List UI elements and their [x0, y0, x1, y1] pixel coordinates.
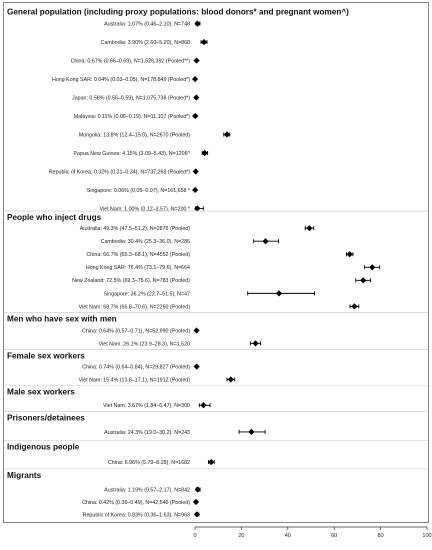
- group-1: [7, 8, 349, 213]
- forest-row: [101, 238, 279, 245]
- row-label: China: 66.7% (65.3–68.1), N=4552 (Pooled): [86, 252, 190, 259]
- point-estimate: [193, 94, 199, 100]
- forest-row: [83, 511, 200, 518]
- forest-row: [72, 94, 199, 101]
- group-title: Men who have sex with men: [7, 314, 117, 324]
- point-estimate: [228, 376, 234, 382]
- forest-row: [71, 57, 200, 64]
- row-label: Australia: 1.07% (0.46–2.10), N=748: [104, 21, 190, 28]
- row-label: New Zealand: 72.5% (69.3–75.6), N=783 (Pooled): [72, 278, 190, 285]
- row-label: Cambodia: 30.4% (25.3–36.0), N=286: [100, 239, 190, 246]
- x-axis: [193, 527, 431, 539]
- point-estimate: [194, 21, 200, 27]
- row-label: Australia: 1.19% (0.57–2.17), N=842: [104, 487, 190, 494]
- group-6: [4, 411, 429, 436]
- row-label: Hong Kong SAR: 0.04% (0.03–0.05), N=178,849 (Pooled*): [52, 76, 190, 83]
- row-label: Republic of Korea: 0.83% (0.36–1.63), N=963: [82, 512, 190, 519]
- point-estimate: [276, 290, 282, 296]
- forest-row: [80, 225, 314, 232]
- group-title: General population (including proxy populations: blood donors* and pregnant women^): [7, 7, 349, 17]
- point-estimate: [369, 264, 375, 270]
- forest-row: [86, 251, 353, 258]
- forest-row: [49, 168, 199, 175]
- point-estimate: [201, 39, 207, 45]
- plot-content: [4, 8, 429, 519]
- row-label: Republic of Korea: 0.32% (0.31–0.34), N=737,268 (Pooled*): [48, 169, 190, 176]
- row-label: Mongolia: 13.8% (12.4–15.0), N=2670 (Pooled): [78, 132, 190, 139]
- forest-row: [104, 290, 315, 297]
- point-estimate: [193, 327, 199, 333]
- forest-row: [73, 150, 207, 157]
- forest-row: [86, 264, 380, 271]
- point-estimate: [252, 340, 258, 346]
- row-label: Australia: 24.3% (19.0–30.2), N=243: [104, 429, 190, 436]
- row-label: Australia: 49.3% (47.5–51.2), N=2876 (Pooled): [79, 226, 190, 233]
- point-estimate: [208, 459, 214, 465]
- group-title: Female sex workers: [7, 351, 85, 361]
- x-tick-label: 40: [284, 533, 291, 539]
- point-estimate: [193, 168, 199, 174]
- x-tick-label: 100: [422, 533, 432, 539]
- group-2: [4, 211, 429, 310]
- row-label: Viet Nam: 68.7% (66.8–70.6), N=2260 (Pooled): [78, 304, 190, 311]
- forest-row: [108, 459, 214, 466]
- x-tick-label: 60: [331, 533, 338, 539]
- point-estimate: [193, 499, 199, 505]
- point-estimate: [347, 251, 353, 257]
- x-tick-label: 20: [238, 533, 245, 539]
- point-estimate: [192, 187, 198, 193]
- group-4: [4, 349, 429, 383]
- point-estimate: [224, 131, 230, 137]
- row-label: Viet Nam: 15.4% (13.8–17.1), N=1912 (Pooled): [78, 377, 190, 384]
- point-estimate: [202, 150, 208, 156]
- group-title: Male sex workers: [7, 387, 75, 397]
- group-title: Prisoners/detainees: [7, 413, 85, 423]
- row-label: Japan: 0.58% (0.56–0.59), N=1,075,738 (Pooled*): [72, 95, 190, 102]
- forest-row: [104, 486, 201, 493]
- forest-row: [103, 402, 210, 409]
- group-7: [4, 441, 429, 466]
- forest-row: [82, 499, 199, 506]
- row-label: China: 0.67% (0.66–0.69), N=1,526,392 (Pooled**): [70, 58, 190, 65]
- forest-row: [82, 327, 200, 334]
- row-label: Cambodia: 3.90% (2.60–5.20), N=868: [100, 40, 190, 47]
- row-label: Hong Kong SAR: 76.4% (73.1–79.6), N=664: [85, 265, 190, 272]
- forest-row: [72, 277, 370, 284]
- forest-row: [79, 376, 235, 383]
- forest-row: [99, 340, 261, 347]
- forest-row: [104, 429, 265, 436]
- point-estimate: [194, 205, 200, 211]
- point-estimate: [360, 277, 366, 283]
- forest-row: [74, 113, 199, 120]
- forest-row: [87, 187, 198, 194]
- row-label: China: 0.42% (0.36–0.49), N=42,546 (Pooled): [82, 499, 190, 506]
- forest-row: [104, 21, 200, 28]
- point-estimate: [194, 511, 200, 517]
- row-label: Papua New Guinea: 4.15% (3.09–5.43), N=1206^: [73, 150, 190, 157]
- row-label: Malaysia: 0.11% (0.06–0.19), N=11,107 (Pooled*): [73, 113, 190, 120]
- row-label: Singapore: 0.06% (0.05–0.07), N=161,658 *: [86, 187, 190, 194]
- row-label: Viet Nam: 26.1% (23.9–28.3), N=1,520: [98, 341, 190, 348]
- row-label: Singapore: 36.2% (22.7–51.5), N=47: [103, 291, 190, 298]
- point-estimate: [192, 113, 198, 119]
- forest-row: [52, 76, 198, 83]
- forest-row: [79, 303, 359, 310]
- point-estimate: [306, 225, 312, 231]
- group-title: Indigenous people: [7, 442, 80, 452]
- group-5: [4, 385, 429, 409]
- forest-row: [82, 363, 200, 370]
- point-estimate: [195, 486, 201, 492]
- row-label: Viet Nam: 1.00% (0.12–3.57), N=200 *: [99, 206, 190, 213]
- point-estimate: [200, 402, 206, 408]
- group-title: People who inject drugs: [7, 213, 102, 223]
- forest-row: [79, 131, 230, 138]
- point-estimate: [194, 363, 200, 369]
- point-estimate: [192, 76, 198, 82]
- group-title: Migrants: [7, 470, 42, 480]
- point-estimate: [262, 238, 268, 244]
- x-tick-label: 80: [377, 533, 384, 539]
- row-label: China: 0.74% (0.64–0.84), N=29,827 (Pooled): [82, 364, 190, 371]
- row-label: China: 0.64% (0.57–0.71), N=52,990 (Pooled): [82, 328, 190, 335]
- x-tick-label: 0: [193, 533, 197, 539]
- point-estimate: [351, 303, 357, 309]
- point-estimate: [248, 429, 254, 435]
- group-8: [4, 469, 429, 518]
- forest-row: [101, 39, 208, 46]
- row-label: China: 6.96% (5.79–8.28), N=1682: [107, 459, 190, 466]
- row-label: Viet Nam: 3.67% (1.84–6.47), N=300: [103, 403, 190, 410]
- point-estimate: [193, 57, 199, 63]
- group-3: [4, 312, 429, 347]
